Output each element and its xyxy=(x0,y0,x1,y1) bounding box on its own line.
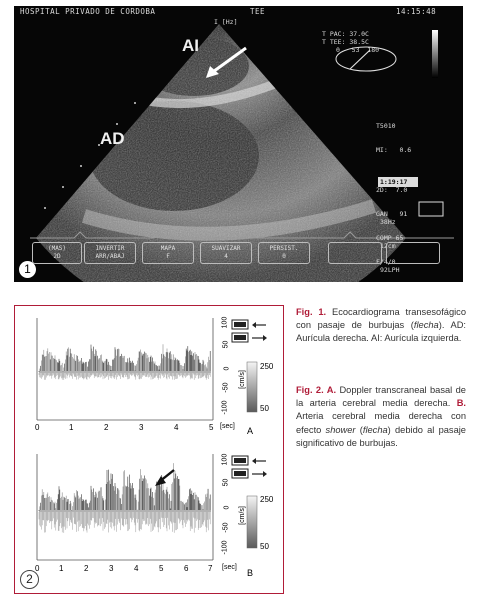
probe-away-icon-b xyxy=(232,469,267,478)
clock-readout: 1:19:17 xyxy=(380,178,408,186)
probe-parameters: T5010 MI: 0.6 2D: 7.0 GAN 91 COMP 65 F/4/0 xyxy=(376,122,412,266)
panel-b-scale-top: 250 xyxy=(260,495,274,504)
softkey-more[interactable]: (MAS) 2D xyxy=(32,242,82,264)
hz-label: I [Hz] xyxy=(214,18,238,26)
figure-1-caption: Fig. 1. Ecocardiograma transesofágico con pasaje de burbujas (flecha). AD: Aurícula derecha. AI: Aurícula izquierda. xyxy=(296,307,466,344)
panel-a-y-unit: [cm/s] xyxy=(238,370,246,389)
softkey-map[interactable]: MAPA F xyxy=(142,242,194,264)
probe-toward-icon-a xyxy=(232,320,266,329)
panel-b-y-unit: [cm/s] xyxy=(238,506,246,525)
caption-2-label: Fig. 2. xyxy=(296,385,324,395)
temp-patient: T PAC: 37.0C xyxy=(322,30,369,38)
caption-1-label: Fig. 1. xyxy=(296,307,327,317)
softkey-invert[interactable]: INVERTIR ARR/ABAJ xyxy=(84,242,136,264)
panel-a-scale-bottom: 50 xyxy=(260,404,269,413)
echocardiogram-image xyxy=(14,6,463,282)
panel-b-frame xyxy=(37,454,213,560)
scale-bar-a xyxy=(247,362,257,412)
hospital-header: HOSPITAL PRIVADO DE CORDOBA xyxy=(20,7,156,16)
time-header: 14:15:48 xyxy=(396,7,437,16)
frame-parameters: 38Hz 12cm 92LPH xyxy=(380,218,400,274)
panel-b-scale-bottom: 50 xyxy=(260,542,269,551)
softkey-blank-2[interactable] xyxy=(386,242,440,264)
figure-number-2: 2 xyxy=(20,570,39,589)
panel-a-scale-top: 250 xyxy=(260,362,274,371)
label-right-atrium: AD xyxy=(100,129,125,148)
probe-toward-icon-b xyxy=(232,456,266,465)
probe-away-icon-a xyxy=(232,333,267,342)
panel-a-letter: A xyxy=(247,426,254,436)
panel-a-frame xyxy=(37,318,213,420)
figure-2-caption: Fig. 2. A. Doppler transcraneal basal de la arteria cerebral media derecha. B. Arteria cerebral media derecha con efecto shower (flecha) debido al pasaje significativo de burbujas. xyxy=(296,385,466,448)
softkey-smooth[interactable]: SUAVIZAR 4 xyxy=(200,242,252,264)
softkey-blank-1[interactable] xyxy=(328,242,382,264)
grayscale-bar xyxy=(432,30,438,78)
panel-b-letter: B xyxy=(247,568,254,578)
figure-number-1: 1 xyxy=(19,261,36,278)
arrow-icon xyxy=(155,470,174,486)
mode-header: TEE xyxy=(250,7,266,16)
doppler-traces xyxy=(15,306,284,594)
panel-a-x-unit: [sec] xyxy=(220,423,235,430)
temp-probe: T TEE: 38.5C xyxy=(322,38,369,46)
doppler-figure: 100 50 0 -50 -100 [cm/s] 250 50 0 1 2 3 4 5 [sec] A 100 50 0 -50 -100 [cm/s] 250 50 0 1 2 3 4 5 6 7 [sec] B 2 xyxy=(14,305,284,594)
panel-b-x-unit: [sec] xyxy=(222,564,237,571)
label-left-atrium: AI xyxy=(182,36,199,55)
scale-bar-b xyxy=(247,496,257,548)
angle-readout: 0 53 180 xyxy=(336,46,380,54)
softkey-persist[interactable]: PERSIST. 0 xyxy=(258,242,310,264)
